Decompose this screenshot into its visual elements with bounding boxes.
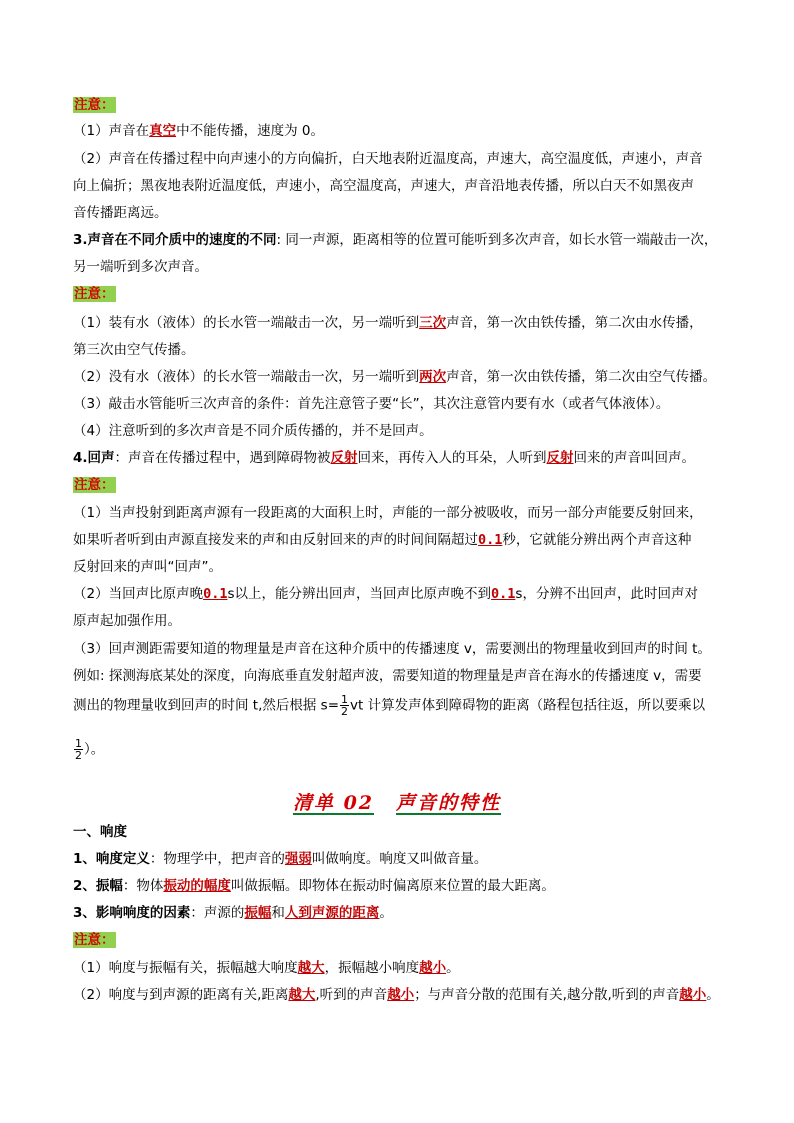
item-4: 4.回声：声音在传播过程中，遇到障碍物被反射回来，再传入人的耳朵，人听到反射回来的声音叫回声。 [73, 450, 696, 466]
highlight: 0.1 [491, 586, 516, 602]
paragraph: （2）声音在传播过程中向声速小的方向偏折，白天地表附近温度高，声速大，高空温度低，声速小，声音 [73, 151, 703, 167]
fraction: $\frac{1}{2}$ [341, 693, 349, 718]
highlight: 0.1 [203, 586, 228, 602]
highlight: 越小 [387, 987, 415, 1003]
highlight: 人到声源的距离 [284, 905, 380, 921]
paragraph: $\frac{1}{2}$ ）。 [75, 737, 105, 762]
highlight: 振动的幅度 [163, 878, 231, 894]
fraction: $\frac{1}{2}$ [75, 737, 82, 762]
paragraph: （1）响度与振幅有关，振幅越大响度越大，振幅越小响度越小。 [73, 960, 460, 976]
highlight: 强弱 [284, 851, 312, 867]
section-heading: 清单 02 声音的特性 [292, 792, 502, 814]
highlight: 振幅 [244, 905, 272, 921]
highlight: 反射 [546, 450, 574, 466]
paragraph: （3）回声测距需要知道的物理量是声音在这种介质中的传播速度 v，需要测出的物理量收到回声的时间 t。 [73, 641, 711, 657]
definition: 2、振幅：物体振动的幅度叫做振幅。即物体在振动时偏离原来位置的最大距离。 [73, 878, 555, 894]
paragraph: （2）当回声比原声晚0.1s以上，能分辨出回声，当回声比原声晚不到0.1s，分辨不出回声，此时回声对 [73, 586, 698, 602]
paragraph: 如果听者听到由声源直接发来的声和由反射回来的声的时间间隔超过0.1秒，它就能分辨出两个声音这种 [73, 532, 692, 548]
item-3: 3.声音在不同介质中的速度的不同: 同一声源，距离相等的位置可能听到多次声音，如长水管一端敲击一次， [73, 232, 718, 248]
paragraph: 原声起加强作用。 [73, 613, 181, 629]
paragraph: （3）敲击水管能听三次声音的条件：首先注意管子要“长”，其次注意管内要有水（或者气体液体）。 [73, 396, 670, 412]
highlight: 越大 [297, 960, 325, 976]
paragraph: （1）装有水（液体）的长水管一端敲击一次，另一端听到三次声音，第一次由铁传播，第二次由水传播， [73, 315, 703, 331]
paragraph: 另一端听到多次声音。 [73, 259, 208, 275]
highlight: 越大 [288, 987, 316, 1003]
subsection-title: 一、响度 [73, 824, 127, 840]
paragraph: （1）声音在真空中不能传播，速度为 0。 [73, 123, 324, 139]
highlight: 0.1 [478, 532, 503, 548]
note-label-4: 注意： [74, 932, 115, 948]
paragraph: 向上偏折；黑夜地表附近温度低，声速小，高空温度高，声速大，声音沿地表传播，所以白天不如黑夜声 [73, 178, 694, 194]
paragraph: （2）没有水（液体）的长水管一端敲击一次，另一端听到两次声音，第一次由铁传播，第二次由空气传播。 [73, 369, 717, 385]
paragraph: （2）响度与到声源的距离有关,距离越大,听到的声音越小；与声音分散的范围有关,越分散,听到的声音越小。 [73, 987, 720, 1003]
highlight: 反射 [330, 450, 358, 466]
highlight: 真空 [149, 123, 177, 139]
definition: 1、响度定义：物理学中，把声音的强弱叫做响度。响度又叫做音量。 [73, 851, 488, 867]
paragraph: （1）当声投射到距离声源有一段距离的大面积上时，声能的一部分被吸收，而另一部分声能要反射回来， [73, 505, 703, 521]
highlight: 越小 [679, 987, 707, 1003]
definition: 3、影响响度的因素：声源的振幅和人到声源的距离。 [73, 905, 393, 921]
highlight: 越小 [419, 960, 447, 976]
paragraph: 例如: 探测海底某处的深度，向海底垂直发射超声波，需要知道的物理量是声音在海水的传播速度 v，需要 [73, 668, 702, 684]
paragraph: 第三次由空气传播。 [73, 342, 195, 358]
note-label-2: 注意： [74, 286, 115, 302]
note-label-1: 注意： [74, 97, 115, 113]
paragraph: 音传播距离远。 [73, 205, 168, 221]
paragraph: （4）注意听到的多次声音是不同介质传播的，并不是回声。 [73, 423, 433, 439]
highlight: 两次 [419, 369, 447, 385]
paragraph: 测出的物理量收到回声的时间 t,然后根据 s= $\frac{1}{2}$ vt 计算发声体到障碍物的距离（路程包括往返，所以要乘以 [73, 693, 706, 718]
note-label-3: 注意： [74, 477, 115, 493]
paragraph: 反射回来的声叫“回声”。 [73, 559, 222, 575]
highlight: 三次 [419, 315, 447, 331]
